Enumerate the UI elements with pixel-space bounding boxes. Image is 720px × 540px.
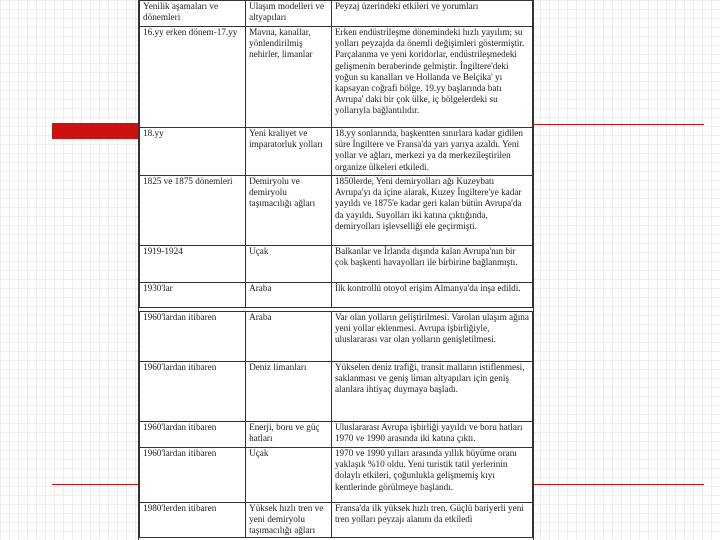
row-model: Mavna, kanallar, yönlendirilmiş nehirler, limanlar [246, 27, 332, 128]
table-row [140, 283, 533, 308]
row-effect: 1970 ve 1990 yılları arasında yıllık büyüme oranı yaklaşık %10 oldu. Yeni turistik tatil yerlerinin dolaylı etkileri, çoğunlukla gelişmemiş kıyı kentlerinde görülmeye başlandı. [331, 448, 532, 503]
row-period: 1960'lardan itibaren [140, 422, 246, 448]
header-period: Yenilik aşamaları ve dönemleri [140, 1, 246, 27]
row-period: 1960'lardan itibaren [140, 312, 246, 362]
row-period: 1980'lerden itibaren [140, 503, 246, 538]
row-model: Araba [246, 283, 332, 308]
table-row [140, 503, 533, 538]
row-model: Deniz limanları [246, 362, 332, 422]
row-model: Uçak [246, 246, 332, 283]
row-effect: Fransa'da ilk yüksek hızlı tren. Güçlü bariyerli yeni tren yolları peyzajı alanını da etkiledi [331, 503, 532, 538]
table-row [140, 246, 533, 283]
row-period: 16.yy erken dönem-17.yy [140, 27, 246, 128]
table-row [140, 362, 533, 422]
row-model: Araba [246, 312, 332, 362]
row-period: 1960'lardan itibaren [140, 448, 246, 503]
table-row [140, 422, 533, 448]
table-row [140, 312, 533, 362]
row-effect: Yükselen deniz trafiği, transit malların istiflenmesi, saklanması ve geniş liman altyapıları için geniş alanlara ihtiyaç duymaya başladı. [331, 362, 532, 422]
row-effect: 18.yy sonlarında, başkentten sınırlara kadar gidilen süre İngiltere ve Fransa'da yarı yarıya azaldı. Yeni yollar ve ağları, merkezi ya da merkezileştirilen organize ülkeleri etkiledi. [331, 128, 532, 176]
table-row [140, 27, 533, 128]
header-model: Ulaşım modelleri ve altyapıları [246, 1, 332, 27]
row-period: 18.yy [140, 128, 246, 176]
slide-accent-bar [52, 123, 147, 139]
table-header-row [140, 1, 533, 27]
row-model: Yeni kraliyet ve imparatorluk yolları [246, 128, 332, 176]
table-row [140, 128, 533, 176]
transport-history-table [139, 0, 533, 538]
row-model: Enerji, boru ve güç hatları [246, 422, 332, 448]
row-effect: Var olan yolların geliştirilmesi. Varolan ulaşım ağına yeni yollar eklenmesi. Avrupa işbirliğiyle, uluslararası var olan yolların genişletilmesi. [331, 312, 532, 362]
row-period: 1825 ve 1875 dönemleri [140, 176, 246, 246]
row-period: 1960'lardan itibaren [140, 362, 246, 422]
header-effect: Peyzaj üzerindeki etkileri ve yorumları [331, 1, 532, 27]
row-model: Uçak [246, 448, 332, 503]
row-effect: Balkanlar ve İrlanda dışında kalan Avrupa'nın bir çok başkenti havayolları ile birbirine bağlanmıştı. [331, 246, 532, 283]
document-table-scan [138, 0, 534, 540]
table-row [140, 176, 533, 246]
row-effect: Erken endüstrileşme dönemindeki hızlı yayılım; su yolları peyzajda da önemli değişimleri göstermiştir. Parçalanma ve yeni koridorlar, endüstrileşmedeki gelişmenin beraberinde gelmiştir. İngiltere'deki yoğun su kanalları ve Hollanda ve Belçika' yı kapsayan coğrafi bölge. 19.yy başlarında batı Avrupa' daki bir çok ülke, iç bölgelerdeki su yollarıyla bağlantılıdır. [331, 27, 532, 128]
row-effect: Uluslararası Avrupa işbirliği yayıldı ve boru hatları 1970 ve 1990 arasında iki katına çıktı. [331, 422, 532, 448]
row-effect: 1850lerde, Yeni demiryolları ağı Kuzeybatı Avrupa'yı da içine alarak, Kuzey İngiltere'ye kadar yayıldı ve 1875'e kadar geri kalan bütün Avrupa'da da yayıldı. Suyolları iki katına çıktığında, demiryolları işlevselliği ele geçirmişti. [331, 176, 532, 246]
row-model: Yüksek hızlı tren ve yeni demiryolu taşımacılığı ağları [246, 503, 332, 538]
row-model: Demiryolu ve demiryolu taşımacılığı ağları [246, 176, 332, 246]
row-period: 1930'lar [140, 283, 246, 308]
row-effect: İlk kontrollü otoyol erişim Almanya'da inşa edildi. [331, 283, 532, 308]
table-row [140, 448, 533, 503]
row-period: 1919-1924 [140, 246, 246, 283]
